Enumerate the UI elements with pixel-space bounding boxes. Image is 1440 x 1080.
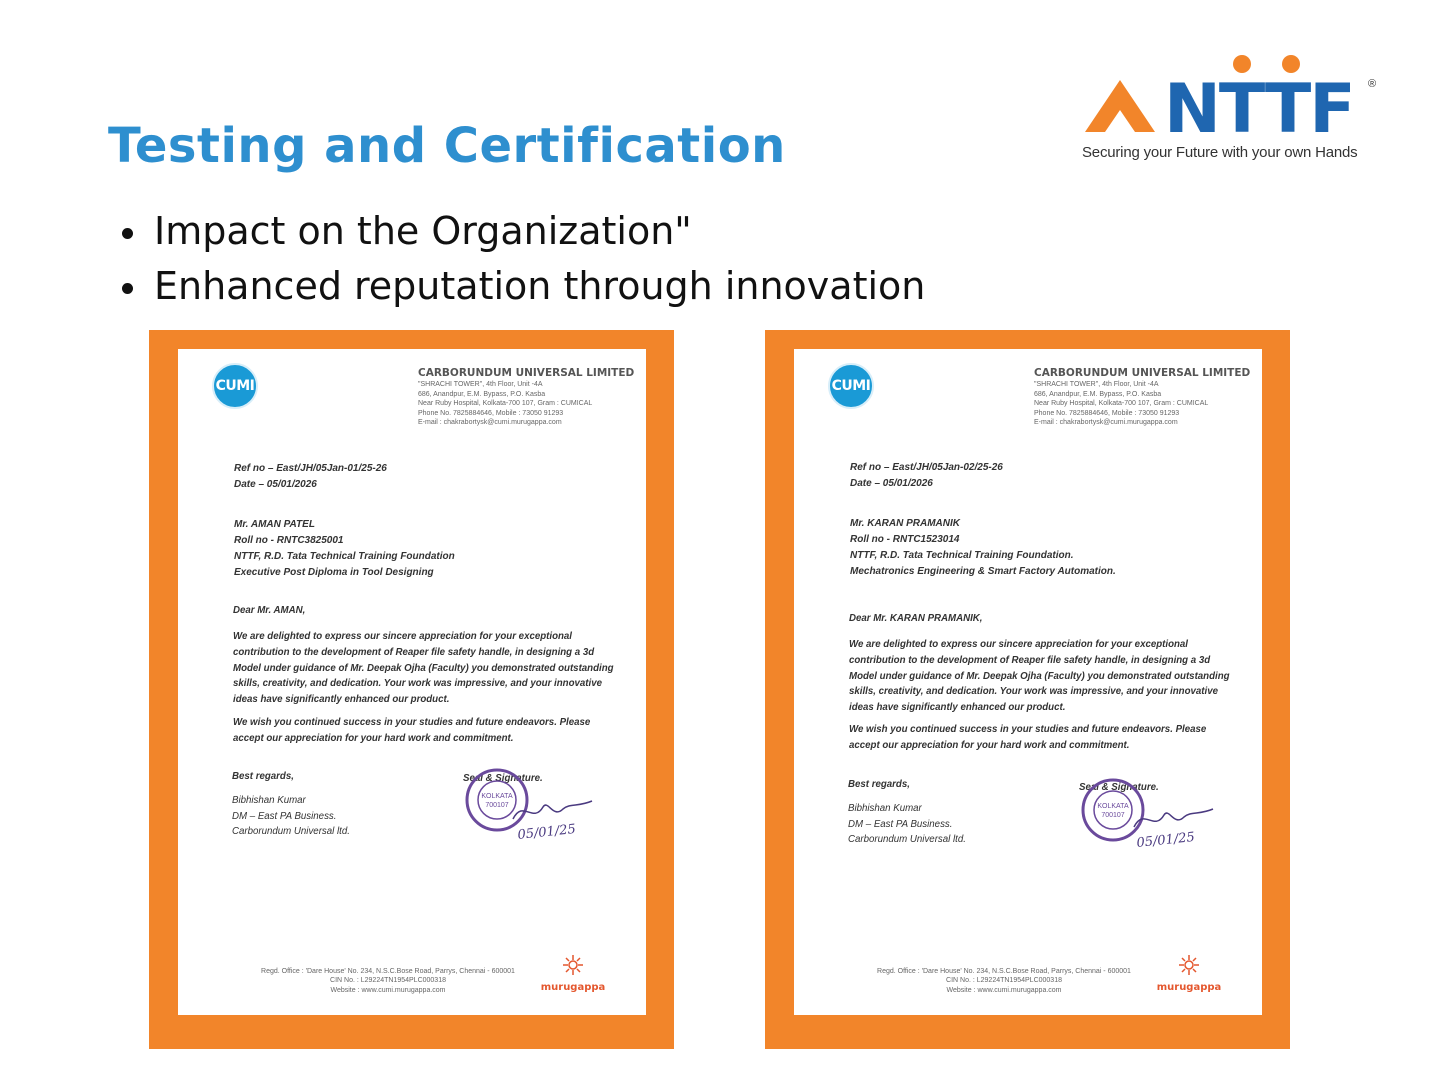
bullet-list	[120, 204, 925, 314]
seal-text: 700107	[485, 802, 509, 809]
address-line: 686, Anandpur, E.M. Bypass, P.O. Kasba	[1034, 390, 1162, 398]
murugappa-logo	[1154, 953, 1224, 993]
bullet-item	[120, 259, 925, 314]
signatory-line: Bibhishan Kumar	[848, 802, 922, 814]
recipient-line: Roll no - RNTC1523014	[850, 534, 960, 545]
closing-block	[848, 777, 966, 848]
company-name: CARBORUNDUM UNIVERSAL LIMITED	[418, 367, 635, 379]
letter-frame-left	[149, 330, 674, 1049]
bullet-text: Enhanced reputation through innovation	[154, 264, 926, 308]
recipient-line: Mr. KARAN PRAMANIK	[850, 518, 960, 529]
address-line: "SHRACHI TOWER", 4th Floor, Unit -4A	[418, 381, 543, 388]
closing: Best regards,	[232, 771, 294, 782]
address-line: E-mail : chakrabortysk@cumi.murugappa.com	[1034, 419, 1178, 426]
signature-icon	[1129, 797, 1219, 852]
seal-label: Seal & Signature.	[1079, 782, 1159, 793]
recipient-line: NTTF, R.D. Tata Technical Training Foundation.	[850, 550, 1074, 561]
letter-paragraph: We are delighted to express our sincere appreciation for your exceptional contribution to the development of Reaper file safety handle, in designing a 3d Model under guidance of Mr. Deepak Ojha (Faculty) you demonstrated outstanding skills, creativity, and dedication. Your work was impressive, and your innovative ideas have significantly enhanced our product.	[849, 639, 1230, 714]
nttf-logo-icon	[1080, 50, 1370, 140]
recipient-line: Executive Post Diploma in Tool Designing	[234, 567, 434, 578]
signatory-line: DM – East PA Business.	[848, 818, 953, 830]
address-line: Phone No. 7825884646, Mobile : 73050 91293	[418, 409, 564, 417]
seal-text: KOLKATA	[481, 793, 513, 800]
salutation: Dear Mr. AMAN,	[233, 605, 306, 616]
cumi-logo: CUMI	[828, 363, 874, 409]
ref-number: Ref no – East/JH/05Jan-01/25-26	[234, 463, 387, 474]
recipient-line: Mechatronics Engineering & Smart Factory Automation.	[850, 566, 1116, 577]
page-title: Testing and Certification	[108, 118, 786, 174]
ref-block	[234, 461, 387, 493]
closing: Best regards,	[848, 779, 910, 790]
footer-line: Regd. Office : 'Dare House' No. 234, N.S.C.Bose Road, Parrys, Chennai - 600001	[261, 967, 515, 975]
company-address	[418, 380, 592, 428]
bullet-dot-icon	[122, 283, 133, 294]
murugappa-logo	[538, 953, 608, 993]
nttf-logo	[1080, 50, 1380, 165]
letter-paragraph: We are delighted to express our sincere appreciation for your exceptional contribution to the development of Reaper file safety handle, in designing a 3d Model under guidance of Mr. Deepak Ojha (Faculty) you demonstrated outstanding skills, creativity, and dedication. Your work was impressive, and your innovative ideas have significantly enhanced our product.	[233, 631, 614, 706]
company-name: CARBORUNDUM UNIVERSAL LIMITED	[1034, 367, 1251, 379]
letter-date: Date – 05/01/2026	[850, 478, 933, 489]
recipient-line: Mr. AMAN PATEL	[234, 519, 315, 530]
cumi-logo: CUMI	[212, 363, 258, 409]
registered-mark: ®	[1368, 78, 1377, 90]
logo-tagline: Securing your Future with your own Hands	[1082, 144, 1358, 161]
recipient-line: NTTF, R.D. Tata Technical Training Foundation	[234, 551, 455, 562]
bullet-dot-icon	[122, 228, 133, 239]
signature-date: 05/01/25	[1135, 829, 1196, 851]
signatory-line: Carborundum Universal ltd.	[848, 834, 966, 846]
recipient-block	[234, 517, 455, 581]
appreciation-letter	[794, 349, 1262, 1015]
signature-date: 05/01/25	[516, 821, 577, 843]
signature-icon	[508, 789, 598, 844]
letter-frame-right	[765, 330, 1290, 1049]
closing-block	[232, 769, 350, 840]
murugappa-wordmark: murugappa	[540, 982, 606, 993]
seal-text: KOLKATA	[1097, 803, 1129, 810]
address-line: "SHRACHI TOWER", 4th Floor, Unit -4A	[1034, 381, 1159, 388]
murugappa-wordmark: murugappa	[1156, 982, 1222, 993]
letter-paragraph: We wish you continued success in your studies and future endeavors. Please accept our appreciation for your hard work and commitment.	[849, 724, 1207, 751]
letter-paragraph: We wish you continued success in your studies and future endeavors. Please accept our appreciation for your hard work and commitment.	[233, 717, 591, 744]
footer-line: CIN No. : L29224TN1954PLC000318	[946, 977, 1062, 984]
address-line: Near Ruby Hospital, Kolkata-700 107, Gram : CUMICAL	[1034, 400, 1209, 407]
footer-line: Website : www.cumi.murugappa.com	[946, 986, 1062, 994]
ref-block	[850, 460, 1003, 492]
flower-icon	[1176, 953, 1202, 977]
company-address	[1034, 380, 1208, 428]
appreciation-letter	[178, 349, 646, 1015]
signatory-line: DM – East PA Business.	[232, 810, 337, 822]
recipient-line: Roll no - RNTC3825001	[234, 535, 344, 546]
address-line: Phone No. 7825884646, Mobile : 73050 91293	[1034, 409, 1180, 417]
footer-line: CIN No. : L29224TN1954PLC000318	[330, 977, 446, 984]
bullet-text: Impact on the Organization"	[154, 209, 692, 253]
seal-text: 700107	[1101, 812, 1125, 819]
logo-wordmark: NTTF	[1164, 70, 1354, 140]
flower-icon	[560, 953, 586, 977]
footer-line: Regd. Office : 'Dare House' No. 234, N.S.C.Bose Road, Parrys, Chennai - 600001	[877, 967, 1131, 975]
salutation: Dear Mr. KARAN PRAMANIK,	[849, 613, 983, 624]
letter-footer	[839, 967, 1169, 996]
bullet-item	[120, 204, 925, 259]
address-line: Near Ruby Hospital, Kolkata-700 107, Gram : CUMICAL	[418, 400, 593, 407]
recipient-block	[850, 516, 1116, 580]
ref-number: Ref no – East/JH/05Jan-02/25-26	[850, 462, 1003, 473]
signatory-line: Carborundum Universal ltd.	[232, 826, 350, 838]
letter-date: Date – 05/01/2026	[234, 479, 317, 490]
footer-line: Website : www.cumi.murugappa.com	[330, 986, 446, 994]
address-line: 686, Anandpur, E.M. Bypass, P.O. Kasba	[418, 390, 546, 398]
seal-label: Seal & Signature.	[463, 773, 543, 784]
address-line: E-mail : chakrabortysk@cumi.murugappa.com	[418, 419, 562, 426]
letter-footer	[223, 967, 553, 996]
signatory-line: Bibhishan Kumar	[232, 794, 306, 806]
